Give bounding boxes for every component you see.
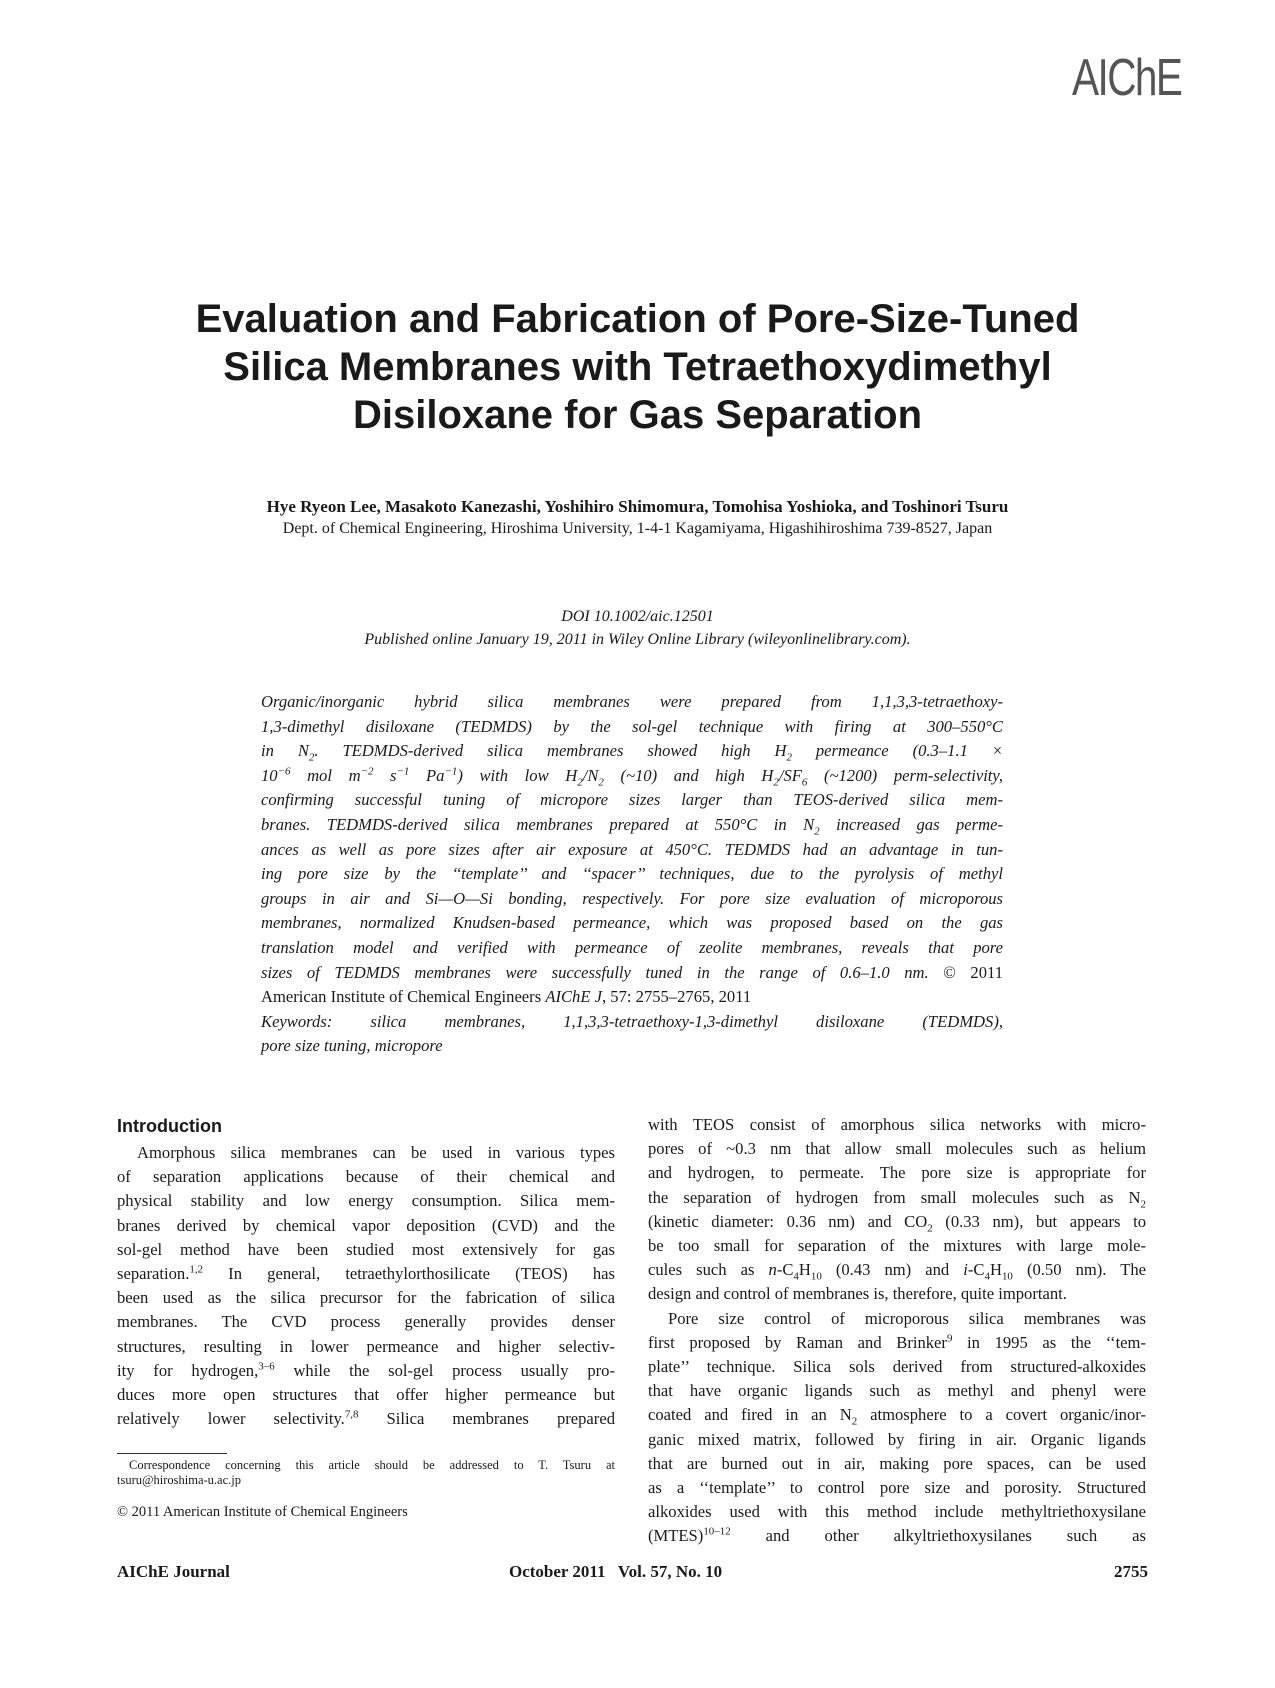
- title-line: Disiloxane for Gas Separation: [352, 393, 923, 437]
- body-line: pores of ~0.3 nm that allow small molecules such as helium: [648, 1139, 1146, 1159]
- abstract-line: $10^{-6}$ mol $m^{-2}$ $s^{-1}$ $Pa^{-1}$) with low $H_2/N_2$ (~10) and high $H_2/SF_6$ (~1200) perm-selectivity,: [261, 765, 1004, 789]
- abstract-line: translation model and verified with permeance of zeolite membranes, reveals that pore: [261, 937, 1003, 957]
- body-line: plate’’ technique. Silica sols derived from structured-alkoxides: [648, 1357, 1146, 1377]
- title-line: Evaluation and Fabrication of Pore-Size-Tuned: [195, 297, 1080, 341]
- footnote-rule: [117, 1453, 227, 1454]
- body-line: design and control of membranes is, therefore, quite important.: [648, 1284, 1067, 1304]
- abstract-line: groups in air and Si—O—Si bonding, respectively. For pore size evaluation of microporous: [261, 888, 1003, 908]
- footnote-line: Correspondence concerning this article should be addressed to T. Tsuru at: [129, 1458, 615, 1472]
- footer-page-number: 2755: [1114, 1562, 1148, 1581]
- body-line: relatively lower selectivity.$^{7,8}$ Silica membranes prepared: [117, 1408, 615, 1429]
- abstract-line: 1,3-dimethyl disiloxane (TEDMDS) by the sol-gel technique with firing at 300–550°C: [261, 716, 1003, 736]
- body-line: (MTES)$^{10-12}$ and other alkyltriethoxysilanes such as: [648, 1525, 1146, 1546]
- body-line: duces more open structures that offer higher permeance but: [117, 1385, 615, 1405]
- body-line: first proposed by Raman and Brinker$^9$ in 1995 as the ‘‘tem-: [648, 1332, 1146, 1352]
- right-column: [648, 1113, 1146, 1549]
- abstract-line: Organic/inorganic hybrid silica membranes were prepared from 1,1,3,3-tetraethoxy-: [261, 692, 1003, 711]
- body-line: been used as the silica precursor for the fabrication of silica: [117, 1288, 615, 1308]
- body-line: physical stability and low energy consumption. Silica mem-: [117, 1191, 615, 1211]
- body-line: separation.$^{1,2}$ In general, tetraethylorthosilicate (TEOS) has: [117, 1263, 615, 1284]
- copyright: © 2011 American Institute of Chemical Engineers: [117, 1504, 408, 1520]
- abstract-line: in $N_2$. TEDMDS-derived silica membranes showed high $H_2$ permeance (0.3–1.1 ×: [261, 741, 1004, 764]
- correspondence-footnote: [117, 1458, 615, 1488]
- body-line: that have organic ligands such as methyl and phenyl were: [648, 1381, 1146, 1401]
- publication-note: Published online January 19, 2011 in Wiley Online Library (wileyonlinelibrary.com).: [364, 631, 911, 648]
- body-line: Amorphous silica membranes can be used in various types: [137, 1143, 615, 1162]
- abstract-line: sizes of TEDMDS membranes were successfully tuned in the range of 0.6–1.0 nm. © 2011: [261, 962, 1004, 982]
- abstract: [261, 690, 1003, 1059]
- body-line: with TEOS consist of amorphous silica networks with micro-: [648, 1115, 1146, 1134]
- title-line: Silica Membranes with Tetraethoxydimethyl: [223, 345, 1052, 389]
- body-line: alkoxides used with this method include methyltriethoxysilane: [648, 1502, 1146, 1522]
- affiliation: Dept. of Chemical Engineering, Hiroshima University, 1-4-1 Kagamiyama, Higashihiroshima 739-8527, Japan: [282, 520, 993, 537]
- footer-issue: October 2011 Vol. 57, No. 10: [509, 1562, 723, 1581]
- keywords-line: pore size tuning, micropore: [261, 1036, 443, 1056]
- body-line: cules such as $n-C_4H_{10}$ (0.43 nm) and $i-C_4H_{10}$ (0.50 nm). The: [648, 1260, 1147, 1283]
- body-line: ity for hydrogen,$^{3-6}$ while the sol-gel process usually pro-: [117, 1360, 615, 1380]
- left-column: [117, 1141, 615, 1431]
- footnote-line: tsuru@hiroshima-u.ac.jp: [117, 1473, 241, 1487]
- body-line: the separation of hydrogen from small molecules such as $N_2$: [648, 1187, 1146, 1210]
- journal-logo: AIChE: [1072, 49, 1182, 107]
- abstract-line: confirming successful tuning of micropore sizes larger than TEOS-derived silica mem-: [261, 790, 1003, 810]
- body-line: (kinetic diameter: 0.36 nm) and $CO_2$ (0.33 nm), but appears to: [648, 1211, 1146, 1235]
- section-heading-introduction: Introduction: [117, 1116, 222, 1136]
- body-line: that are burned out in air, making pore spaces, can be used: [648, 1453, 1146, 1473]
- abstract-citation: American Institute of Chemical Engineers AIChE J, 57: 2755–2765, 2011: [261, 987, 752, 1007]
- body-line: membranes. The CVD process generally provides denser: [117, 1312, 615, 1332]
- footer-journal-name: AIChE Journal: [117, 1562, 230, 1581]
- body-line: coated and fired in an $N_2$ atmosphere to a covert organic/inor-: [648, 1405, 1146, 1428]
- body-line: of separation applications because of their chemical and: [117, 1167, 615, 1187]
- abstract-line: ances as well as pore sizes after air exposure at 450°C. TEDMDS had an advantage in tun-: [261, 839, 1003, 859]
- abstract-line: branes. TEDMDS-derived silica membranes prepared at 550°C in $N_2$ increased gas perme-: [261, 814, 1003, 838]
- body-line: as a ‘‘template’’ to control pore size and porosity. Structured: [648, 1478, 1146, 1498]
- body-line: and hydrogen, to permeate. The pore size is appropriate for: [648, 1163, 1146, 1183]
- body-line: Pore size control of microporous silica membranes was: [668, 1308, 1146, 1328]
- body-line: structures, resulting in lower permeance and higher selectiv-: [117, 1336, 615, 1356]
- keywords-line: Keywords: silica membranes, 1,1,3,3-tetraethoxy-1,3-dimethyl disiloxane (TEDMDS),: [261, 1011, 1003, 1031]
- body-line: branes derived by chemical vapor deposition (CVD) and the: [117, 1215, 615, 1235]
- article-title: [130, 295, 1145, 439]
- body-line: be too small for separation of the mixtures with large mole-: [648, 1236, 1146, 1256]
- authors: Hye Ryeon Lee, Masakoto Kanezashi, Yoshihiro Shimomura, Tomohisa Yoshioka, and Toshinori Tsuru: [266, 497, 1009, 516]
- doi: DOI 10.1002/aic.12501: [561, 608, 714, 625]
- abstract-line: membranes, normalized Knudsen-based permeance, which was proposed based on the gas: [261, 913, 1003, 933]
- body-line: sol-gel method have been studied most extensively for gas: [117, 1239, 615, 1259]
- body-line: ganic mixed matrix, followed by firing in air. Organic ligands: [648, 1429, 1146, 1449]
- abstract-line: ing pore size by the ‘‘template’’ and ‘‘spacer’’ techniques, due to the pyrolysis of methyl: [261, 864, 1003, 884]
